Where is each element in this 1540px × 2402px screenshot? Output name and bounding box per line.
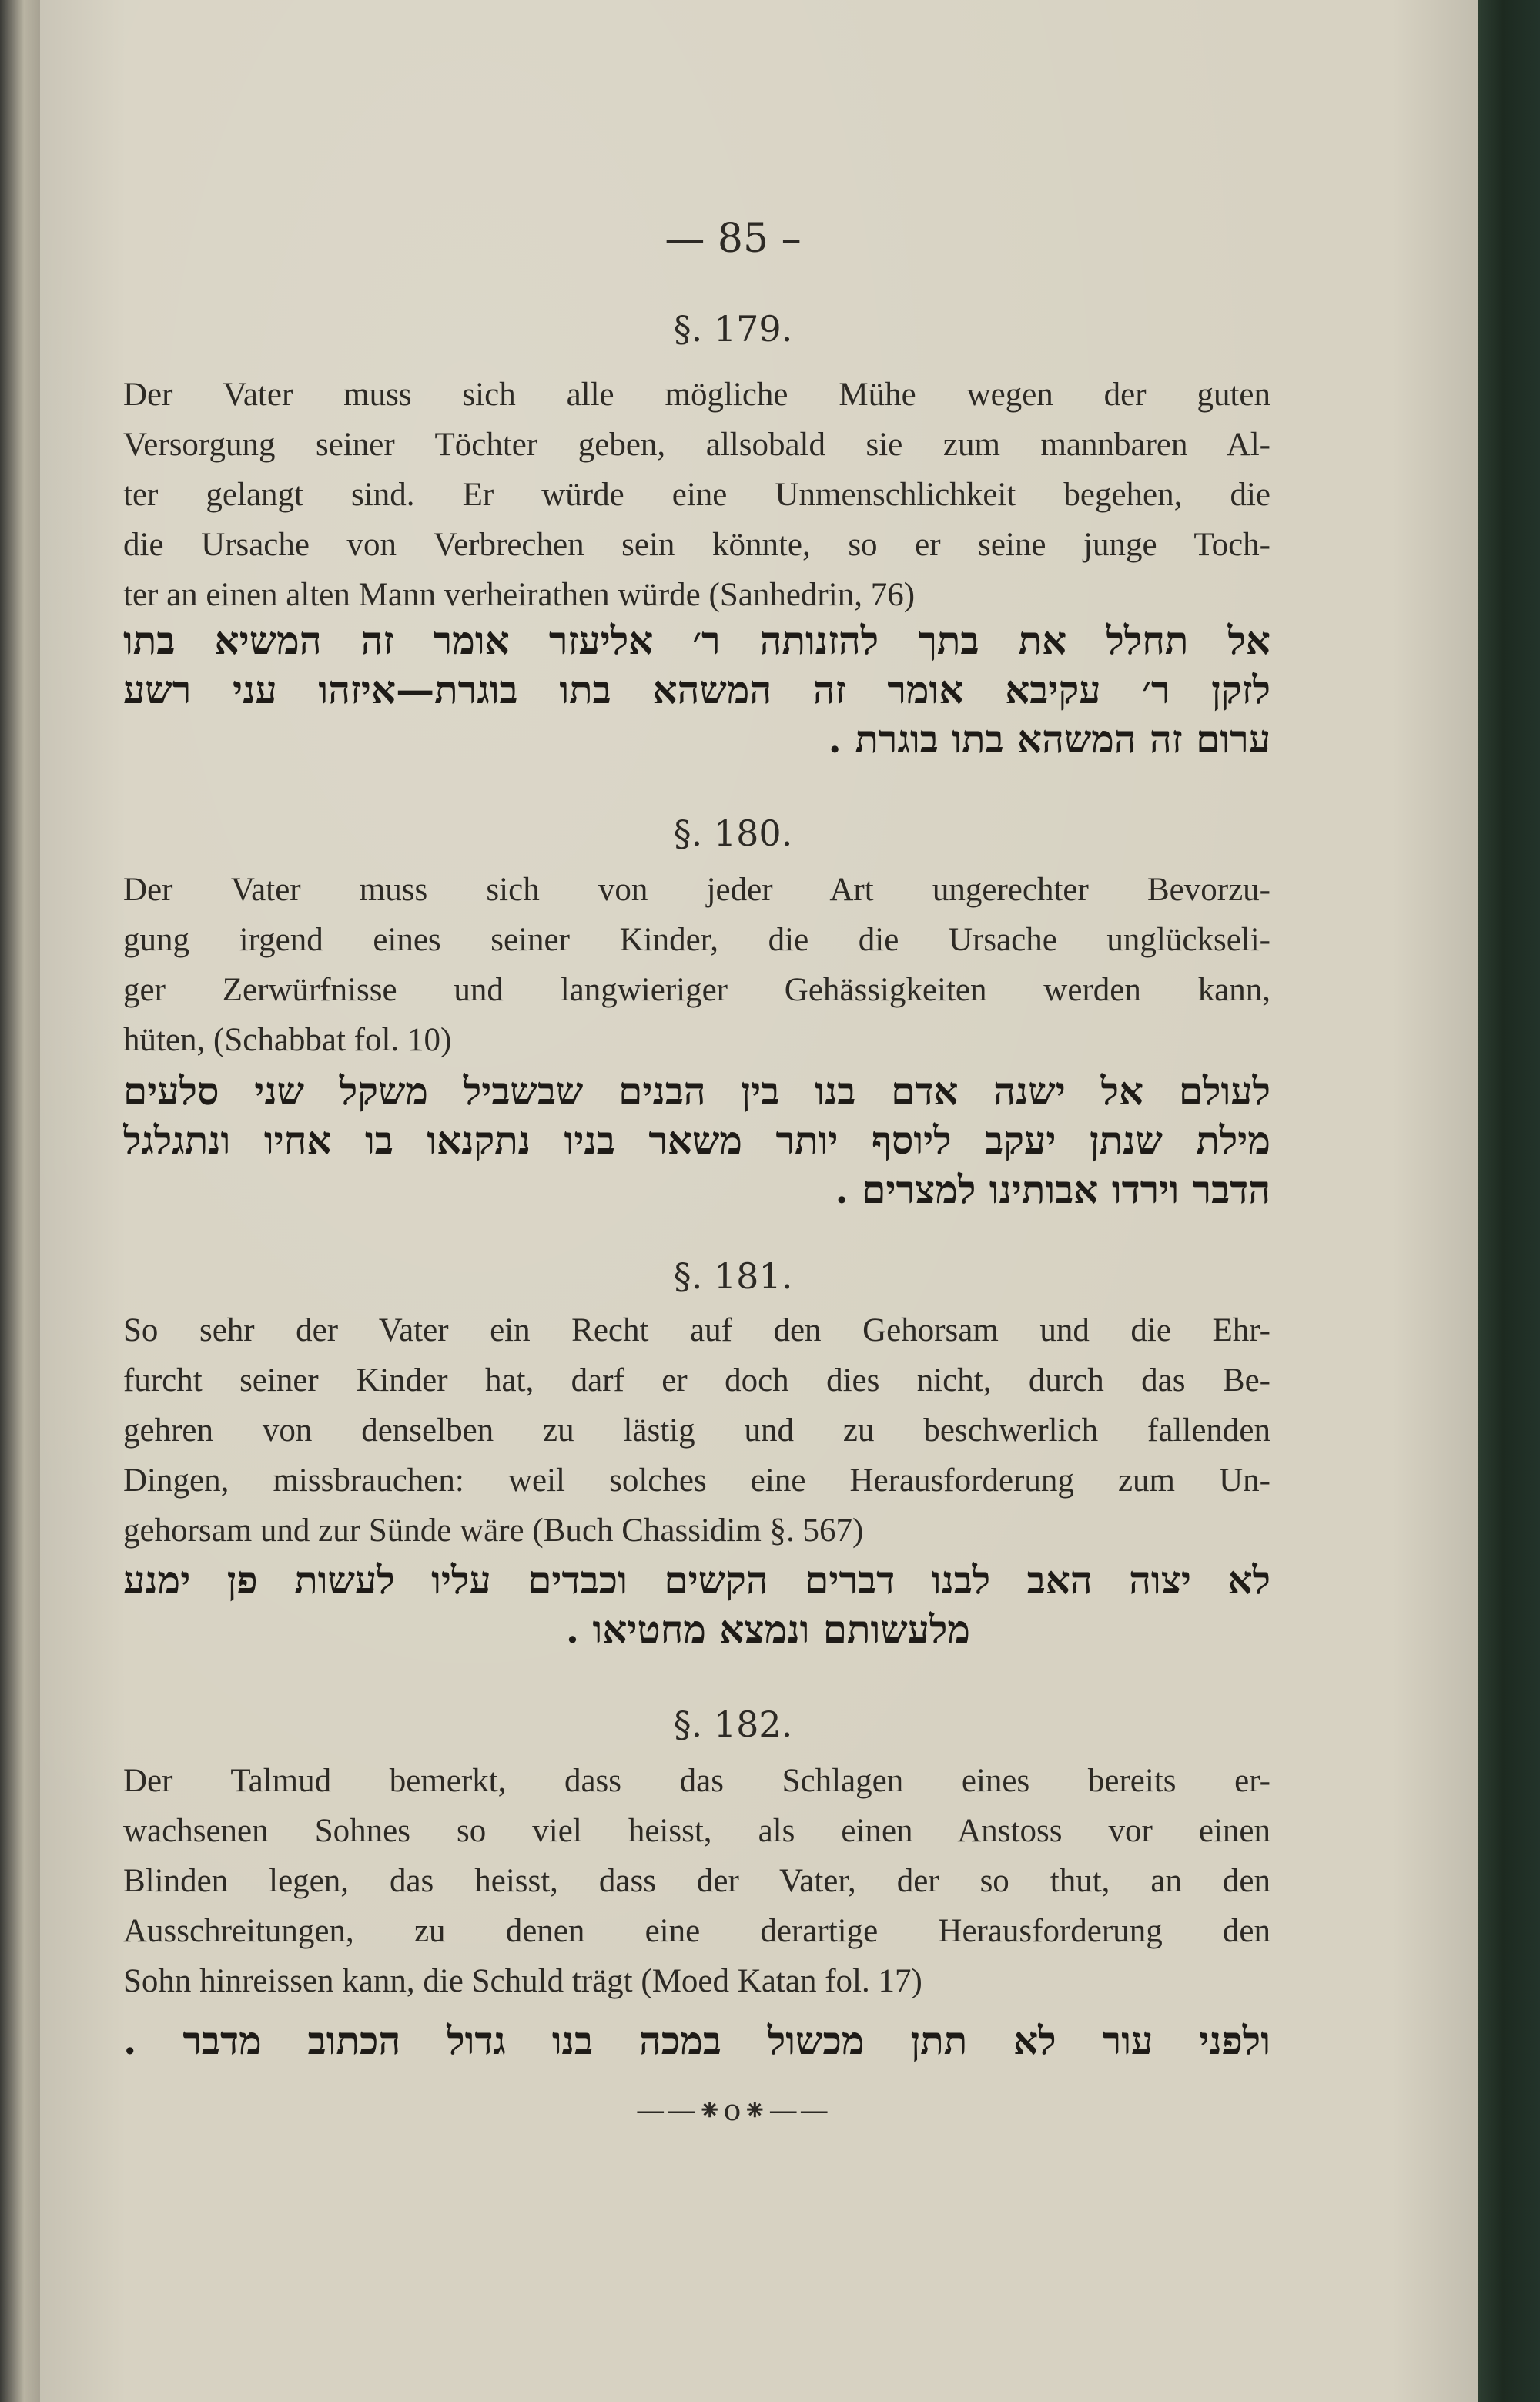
text-line: gung irgend eines seiner Kinder, die die Ursache unglückseli- <box>123 922 1270 958</box>
text-line: furcht seiner Kinder hat, darf er doch dies nicht, durch das Be- <box>123 1362 1270 1399</box>
text-line: Sohn hinreissen kann, die Schuld trägt (Moed Katan fol. 17) <box>123 1963 922 1999</box>
section-180-hebrew <box>123 1067 1270 1214</box>
hebrew-line: לזקן ר׳ עקיבא אומר זה המשהא בתו בוגרת—איזהו עני רשע <box>123 667 1270 712</box>
text-line: So sehr der Vater ein Recht auf den Gehorsam und die Ehr- <box>123 1312 1270 1348</box>
text-line: ger Zerwürfnisse und langwieriger Gehässigkeiten werden kann, <box>123 972 1270 1008</box>
section-181-text <box>123 1305 1270 1556</box>
hebrew-line: לא יצוה האב לבנו דברים הקשים וכבדים עליו לעשות פן ימנע <box>123 1557 1270 1603</box>
section-182-text <box>123 1756 1270 2006</box>
section-181-hebrew <box>123 1556 1270 1654</box>
text-line: die Ursache von Verbrechen sein könnte, so er seine junge Toch- <box>123 527 1270 563</box>
section-179-hebrew <box>123 616 1270 764</box>
page-number: — 85 – <box>665 216 802 262</box>
hebrew-line: מלעשותם ונמצא מחטיאו . <box>565 1606 970 1652</box>
hebrew-line: מילת שנתן יעקב ליוסף יותר משאר בניו נתקנאו בו אחיו ונתגלגל <box>123 1117 1270 1163</box>
section-heading-182: §. 182. <box>673 1704 793 1745</box>
hebrew-line: אל תחלל את בתך להזנותה ר׳ אליעזר אומר זה המשיא בתו <box>123 618 1270 663</box>
text-line: wachsenen Sohnes so viel heisst, als einen Anstoss vor einen <box>123 1813 1270 1849</box>
text-line: Blinden legen, das heisst, dass der Vater, der so thut, an den <box>123 1863 1270 1899</box>
ornamental-divider: ——⁕o⁕—— <box>635 2093 831 2127</box>
text-line: hüten, (Schabbat fol. 10) <box>123 1022 452 1058</box>
text-line: Versorgung seiner Töchter geben, allsobald sie zum mannbaren Al- <box>123 427 1270 463</box>
hebrew-line: הדבר וירדו אבותינו למצרים . <box>835 1167 1270 1212</box>
section-heading-180: §. 180. <box>673 812 793 854</box>
text-line: gehorsam und zur Sünde wäre (Buch Chassidim §. 567) <box>123 1513 864 1549</box>
text-line: Dingen, missbrauchen: weil solches eine Herausforderung zum Un- <box>123 1462 1270 1499</box>
section-182-hebrew <box>123 2016 1270 2065</box>
section-180-text <box>123 865 1270 1065</box>
hebrew-line: ערום זה המשהא בתו בוגרת . <box>828 716 1270 762</box>
section-heading-181: §. 181. <box>673 1255 793 1297</box>
hebrew-line: לעולם אל ישנה אדם בנו בין הבנים שבשביל משקל שני סלעים <box>123 1068 1270 1114</box>
text-line: Der Vater muss sich alle mögliche Mühe wegen der guten <box>123 377 1270 413</box>
text-line: gehren von denselben zu lästig und zu beschwerlich fallenden <box>123 1412 1270 1449</box>
hebrew-line: ולפני עור לא תתן מכשול במכה בנו גדול הכתוב מדבר . <box>123 2018 1270 2063</box>
text-line: ter gelangt sind. Er würde eine Unmenschlichkeit begehen, die <box>123 477 1270 513</box>
text-line: Der Vater muss sich von jeder Art ungerechter Bevorzu- <box>123 872 1270 908</box>
book-page <box>40 0 1478 2402</box>
book-gutter <box>0 0 40 2402</box>
book-cover-edge <box>1478 0 1540 2402</box>
text-line: Der Talmud bemerkt, dass das Schlagen eines bereits er- <box>123 1763 1270 1799</box>
section-heading-179: §. 179. <box>673 308 793 350</box>
section-179-text <box>123 370 1270 620</box>
text-line: Ausschreitungen, zu denen eine derartige Herausforderung den <box>123 1913 1270 1949</box>
text-line: ter an einen alten Mann verheirathen würde (Sanhedrin, 76) <box>123 577 916 613</box>
